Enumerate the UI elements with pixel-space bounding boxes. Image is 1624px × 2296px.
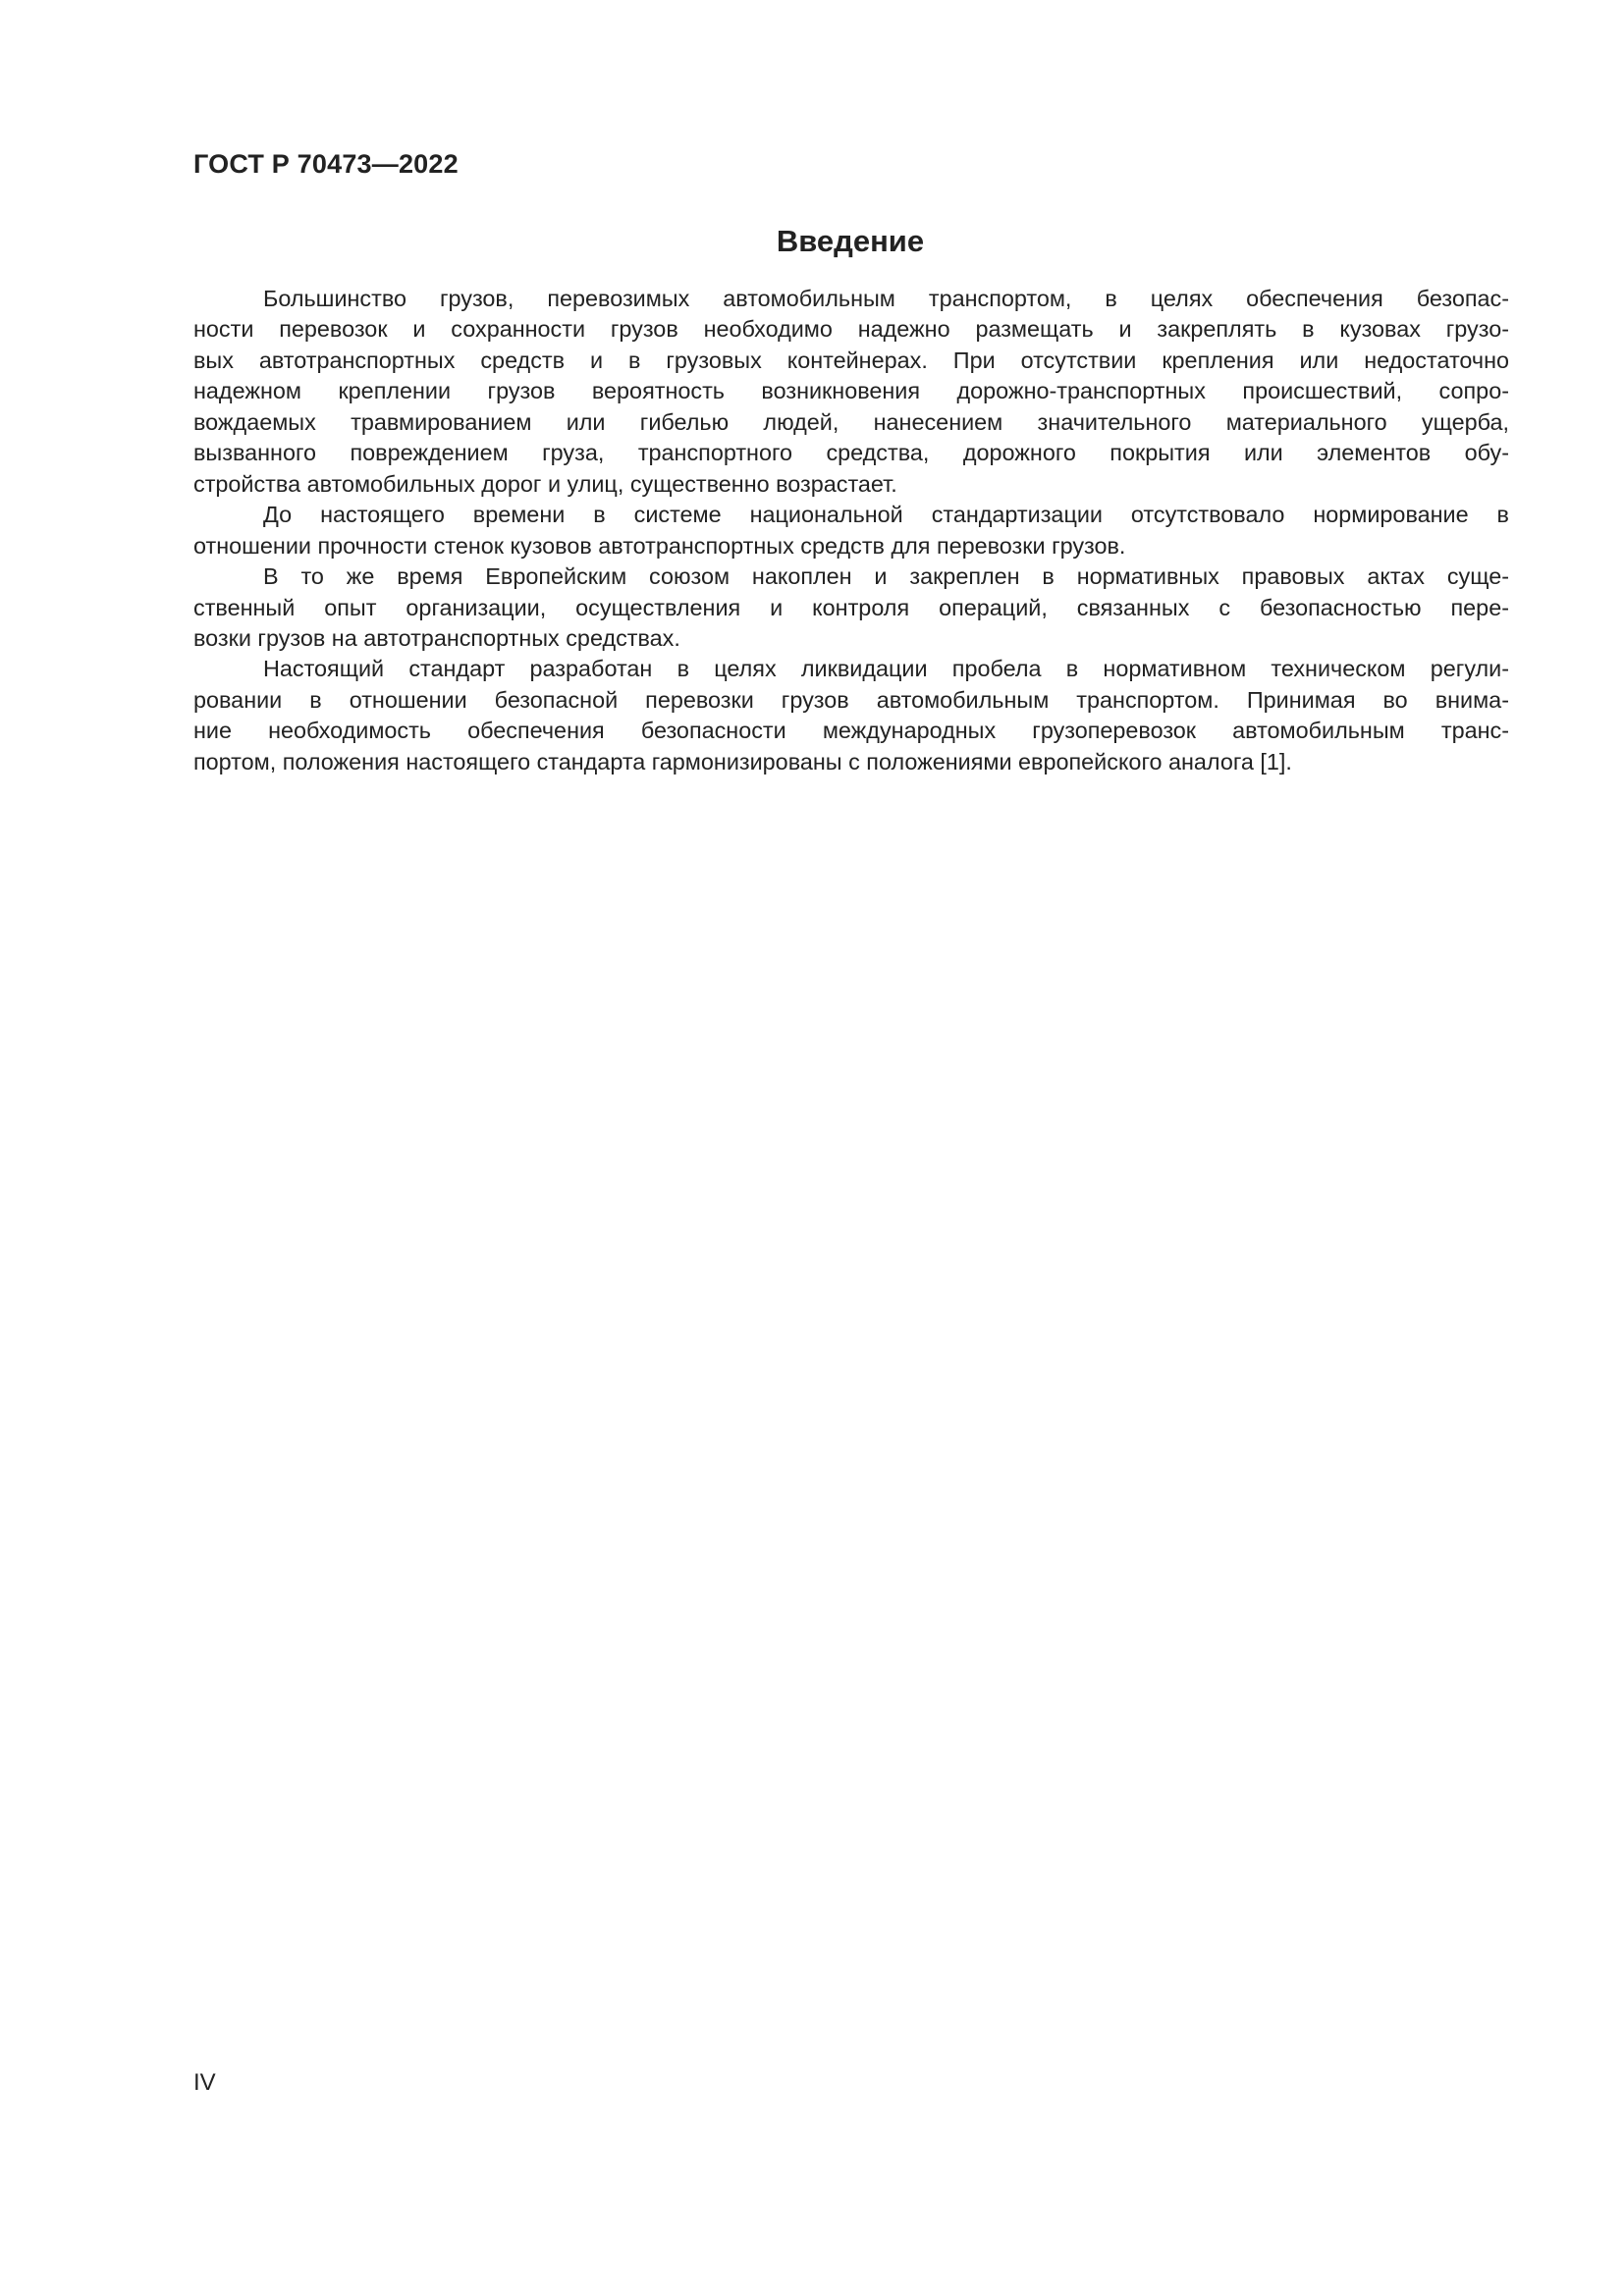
text-line: надежном креплении грузов вероятность возникновения дорожно-транспортных происшествий, сопро- [193, 378, 1509, 404]
introduction-body [193, 284, 1509, 777]
text-line: ние необходимость обеспечения безопасности международных грузоперевозок автомобильным транс- [193, 718, 1509, 744]
paragraph-3 [193, 561, 1509, 654]
text-line: портом, положения настоящего стандарта гармонизированы с положениями европейского аналога [1]. [193, 748, 1292, 774]
text-line: ровании в отношении безопасной перевозки грузов автомобильным транспортом. Принимая во внима- [193, 686, 1509, 713]
text-line: отношении прочности стенок кузовов автотранспортных средств для перевозки грузов. [193, 532, 1126, 559]
section-title: Введение [776, 224, 925, 258]
text-line: Большинство грузов, перевозимых автомобильным транспортом, в целях обеспечения безопас- [263, 286, 1509, 311]
text-line: До настоящего времени в системе национальной стандартизации отсутствовало нормирование в [263, 502, 1509, 528]
text-line: вождаемых травмированием или гибелью людей, нанесением значительного материального ущерба, [193, 408, 1509, 435]
text-line: вызванного повреждением груза, транспортного средства, дорожного покрытия или элементов обу- [193, 440, 1509, 466]
paragraph-1 [193, 284, 1509, 500]
text-line: стройства автомобильных дорог и улиц, существенно возрастает. [193, 470, 897, 497]
page-number: IV [193, 2069, 216, 2096]
document-code-header: ГОСТ Р 70473—2022 [193, 149, 459, 179]
text-line: вых автотранспортных средств и в грузовых контейнерах. При отсутствии крепления или недостаточно [193, 347, 1509, 373]
paragraph-4 [193, 654, 1509, 777]
text-line: В то же время Европейским союзом накоплен и закреплен в нормативных правовых актах суще- [263, 563, 1509, 590]
text-line: возки грузов на автотранспортных средствах. [193, 624, 680, 651]
text-line: ности перевозок и сохранности грузов необходимо надежно размещать и закреплять в кузовах грузо- [193, 316, 1509, 343]
paragraph-2 [193, 500, 1509, 561]
text-line: Настоящий стандарт разработан в целях ликвидации пробела в нормативном техническом регули- [263, 656, 1509, 682]
text-line: ственный опыт организации, осуществления и контроля операций, связанных с безопасностью пере- [193, 594, 1509, 620]
